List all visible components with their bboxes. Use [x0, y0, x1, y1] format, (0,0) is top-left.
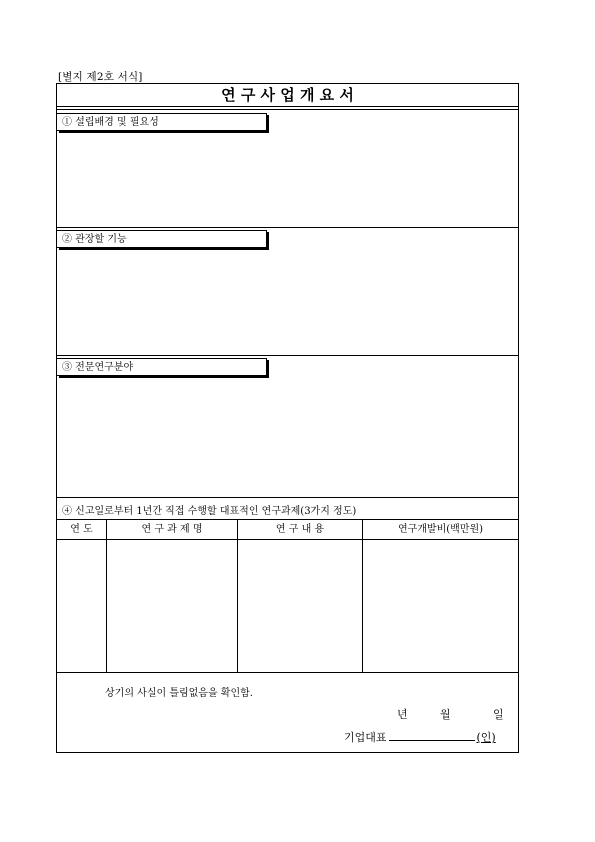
- section-2-divider: [57, 355, 518, 356]
- section-4-heading: ④ 신고일로부터 1년간 직접 수행할 대표적인 연구과제(3가지 정도): [62, 506, 357, 517]
- table-col-divider: [237, 519, 238, 672]
- date-day-label: 일: [493, 708, 504, 721]
- section-1-label: ① 설립배경 및 필요성: [57, 113, 267, 131]
- form-reference: [별지 제2호 서식]: [58, 71, 143, 83]
- section-2-label: ② 관장할 기능: [57, 230, 267, 248]
- col-header-project-name: 연 구 과 제 명: [141, 524, 203, 535]
- seal-mark: (인): [476, 731, 496, 744]
- representative-signature-line: [344, 729, 496, 745]
- date-month-label: 월: [440, 708, 451, 721]
- signature-blank[interactable]: [389, 729, 475, 741]
- confirmation-statement: 상기의 사실이 틀림없음을 확인함.: [105, 688, 253, 699]
- table-bottom-rule: [57, 672, 518, 673]
- section-1-divider: [57, 227, 518, 228]
- form-title: 연 구 사 업 개 요 서: [57, 84, 518, 107]
- section-3-divider: [57, 497, 518, 498]
- form-frame: [56, 83, 519, 753]
- section-3-label: ③ 전문연구분야: [57, 358, 267, 376]
- title-double-rule: [57, 109, 518, 110]
- col-header-research-content: 연 구 내 용: [275, 524, 325, 535]
- table-col-divider: [362, 519, 363, 672]
- col-header-year: 연 도: [70, 524, 93, 535]
- representative-label: 기업대표: [344, 731, 387, 744]
- date-year-label: 년: [397, 708, 408, 721]
- table-col-divider: [106, 519, 107, 672]
- col-header-rd-cost: 연구개발비(백만원): [397, 524, 484, 535]
- table-header-rule: [57, 539, 518, 540]
